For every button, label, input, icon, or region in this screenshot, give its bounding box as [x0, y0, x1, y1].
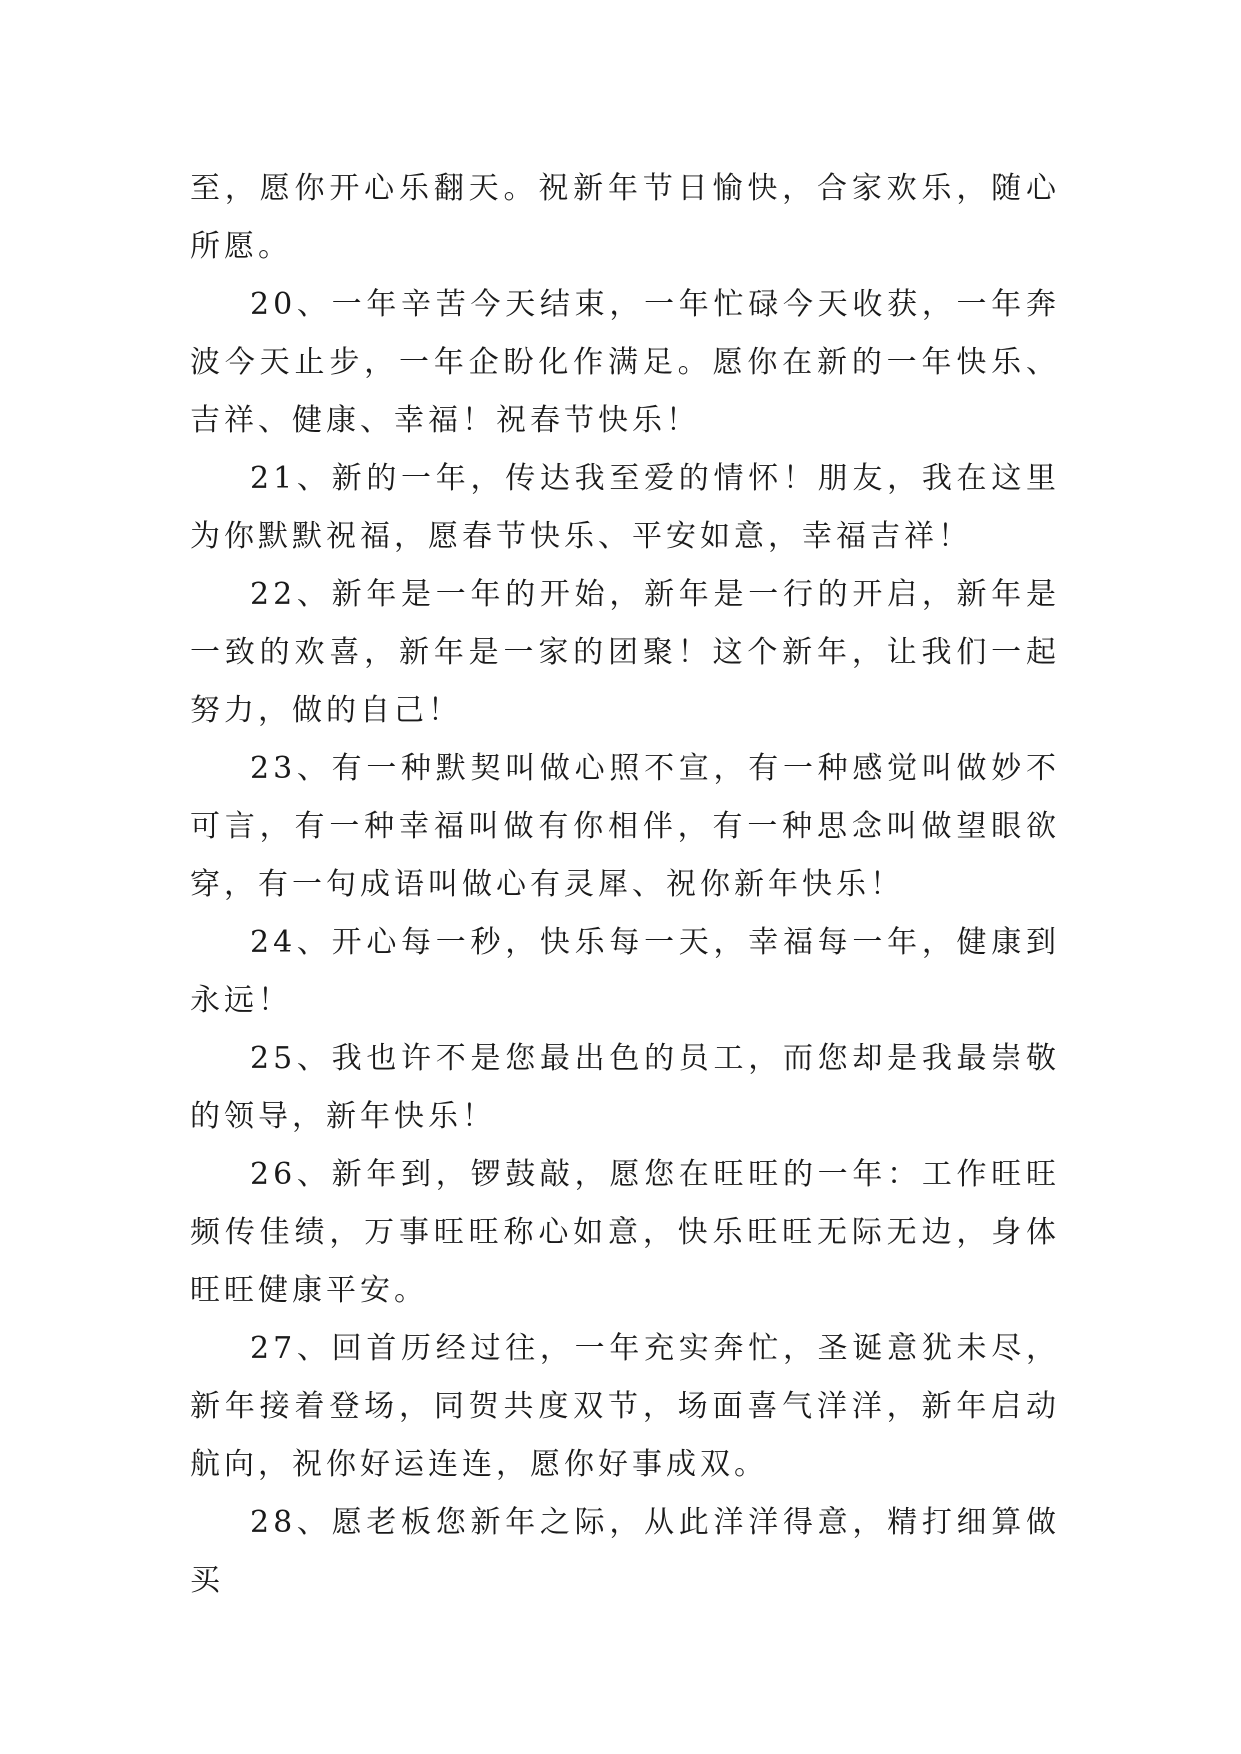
paragraph: 至，愿你开心乐翻天。祝新年节日愉快，合家欢乐，随心所愿。 [190, 171, 1060, 264]
paragraph: 26、新年到，锣鼓敲，愿您在旺旺的一年：工作旺旺频传佳绩，万事旺旺称心如意，快乐旺旺无际无边，身体旺旺健康平安。 [190, 1157, 1060, 1308]
paragraph: 25、我也许不是您最出色的员工，而您却是我最崇敬的领导，新年快乐！ [190, 1041, 1060, 1134]
paragraph: 20、一年辛苦今天结束，一年忙碌今天收获，一年奔波今天止步，一年企盼化作满足。愿你在新的一年快乐、吉祥、健康、幸福！祝春节快乐！ [190, 287, 1060, 438]
paragraph: 27、回首历经过往，一年充实奔忙，圣诞意犹未尽，新年接着登场，同贺共度双节，场面喜气洋洋，新年启动航向，祝你好运连连，愿你好事成双。 [190, 1331, 1060, 1482]
document-body [190, 160, 1060, 1610]
paragraph: 23、有一种默契叫做心照不宣，有一种感觉叫做妙不可言，有一种幸福叫做有你相伴，有一种思念叫做望眼欲穿，有一句成语叫做心有灵犀、祝你新年快乐！ [190, 751, 1060, 902]
paragraph: 24、开心每一秒，快乐每一天，幸福每一年，健康到永远！ [190, 925, 1060, 1018]
paragraph: 21、新的一年，传达我至爱的情怀！朋友，我在这里为你默默祝福，愿春节快乐、平安如意，幸福吉祥！ [190, 461, 1060, 554]
paragraph: 22、新年是一年的开始，新年是一行的开启，新年是一致的欢喜，新年是一家的团聚！这个新年，让我们一起努力，做的自己！ [190, 577, 1060, 728]
paragraph: 28、愿老板您新年之际，从此洋洋得意，精打细算做买 [190, 1505, 1060, 1598]
